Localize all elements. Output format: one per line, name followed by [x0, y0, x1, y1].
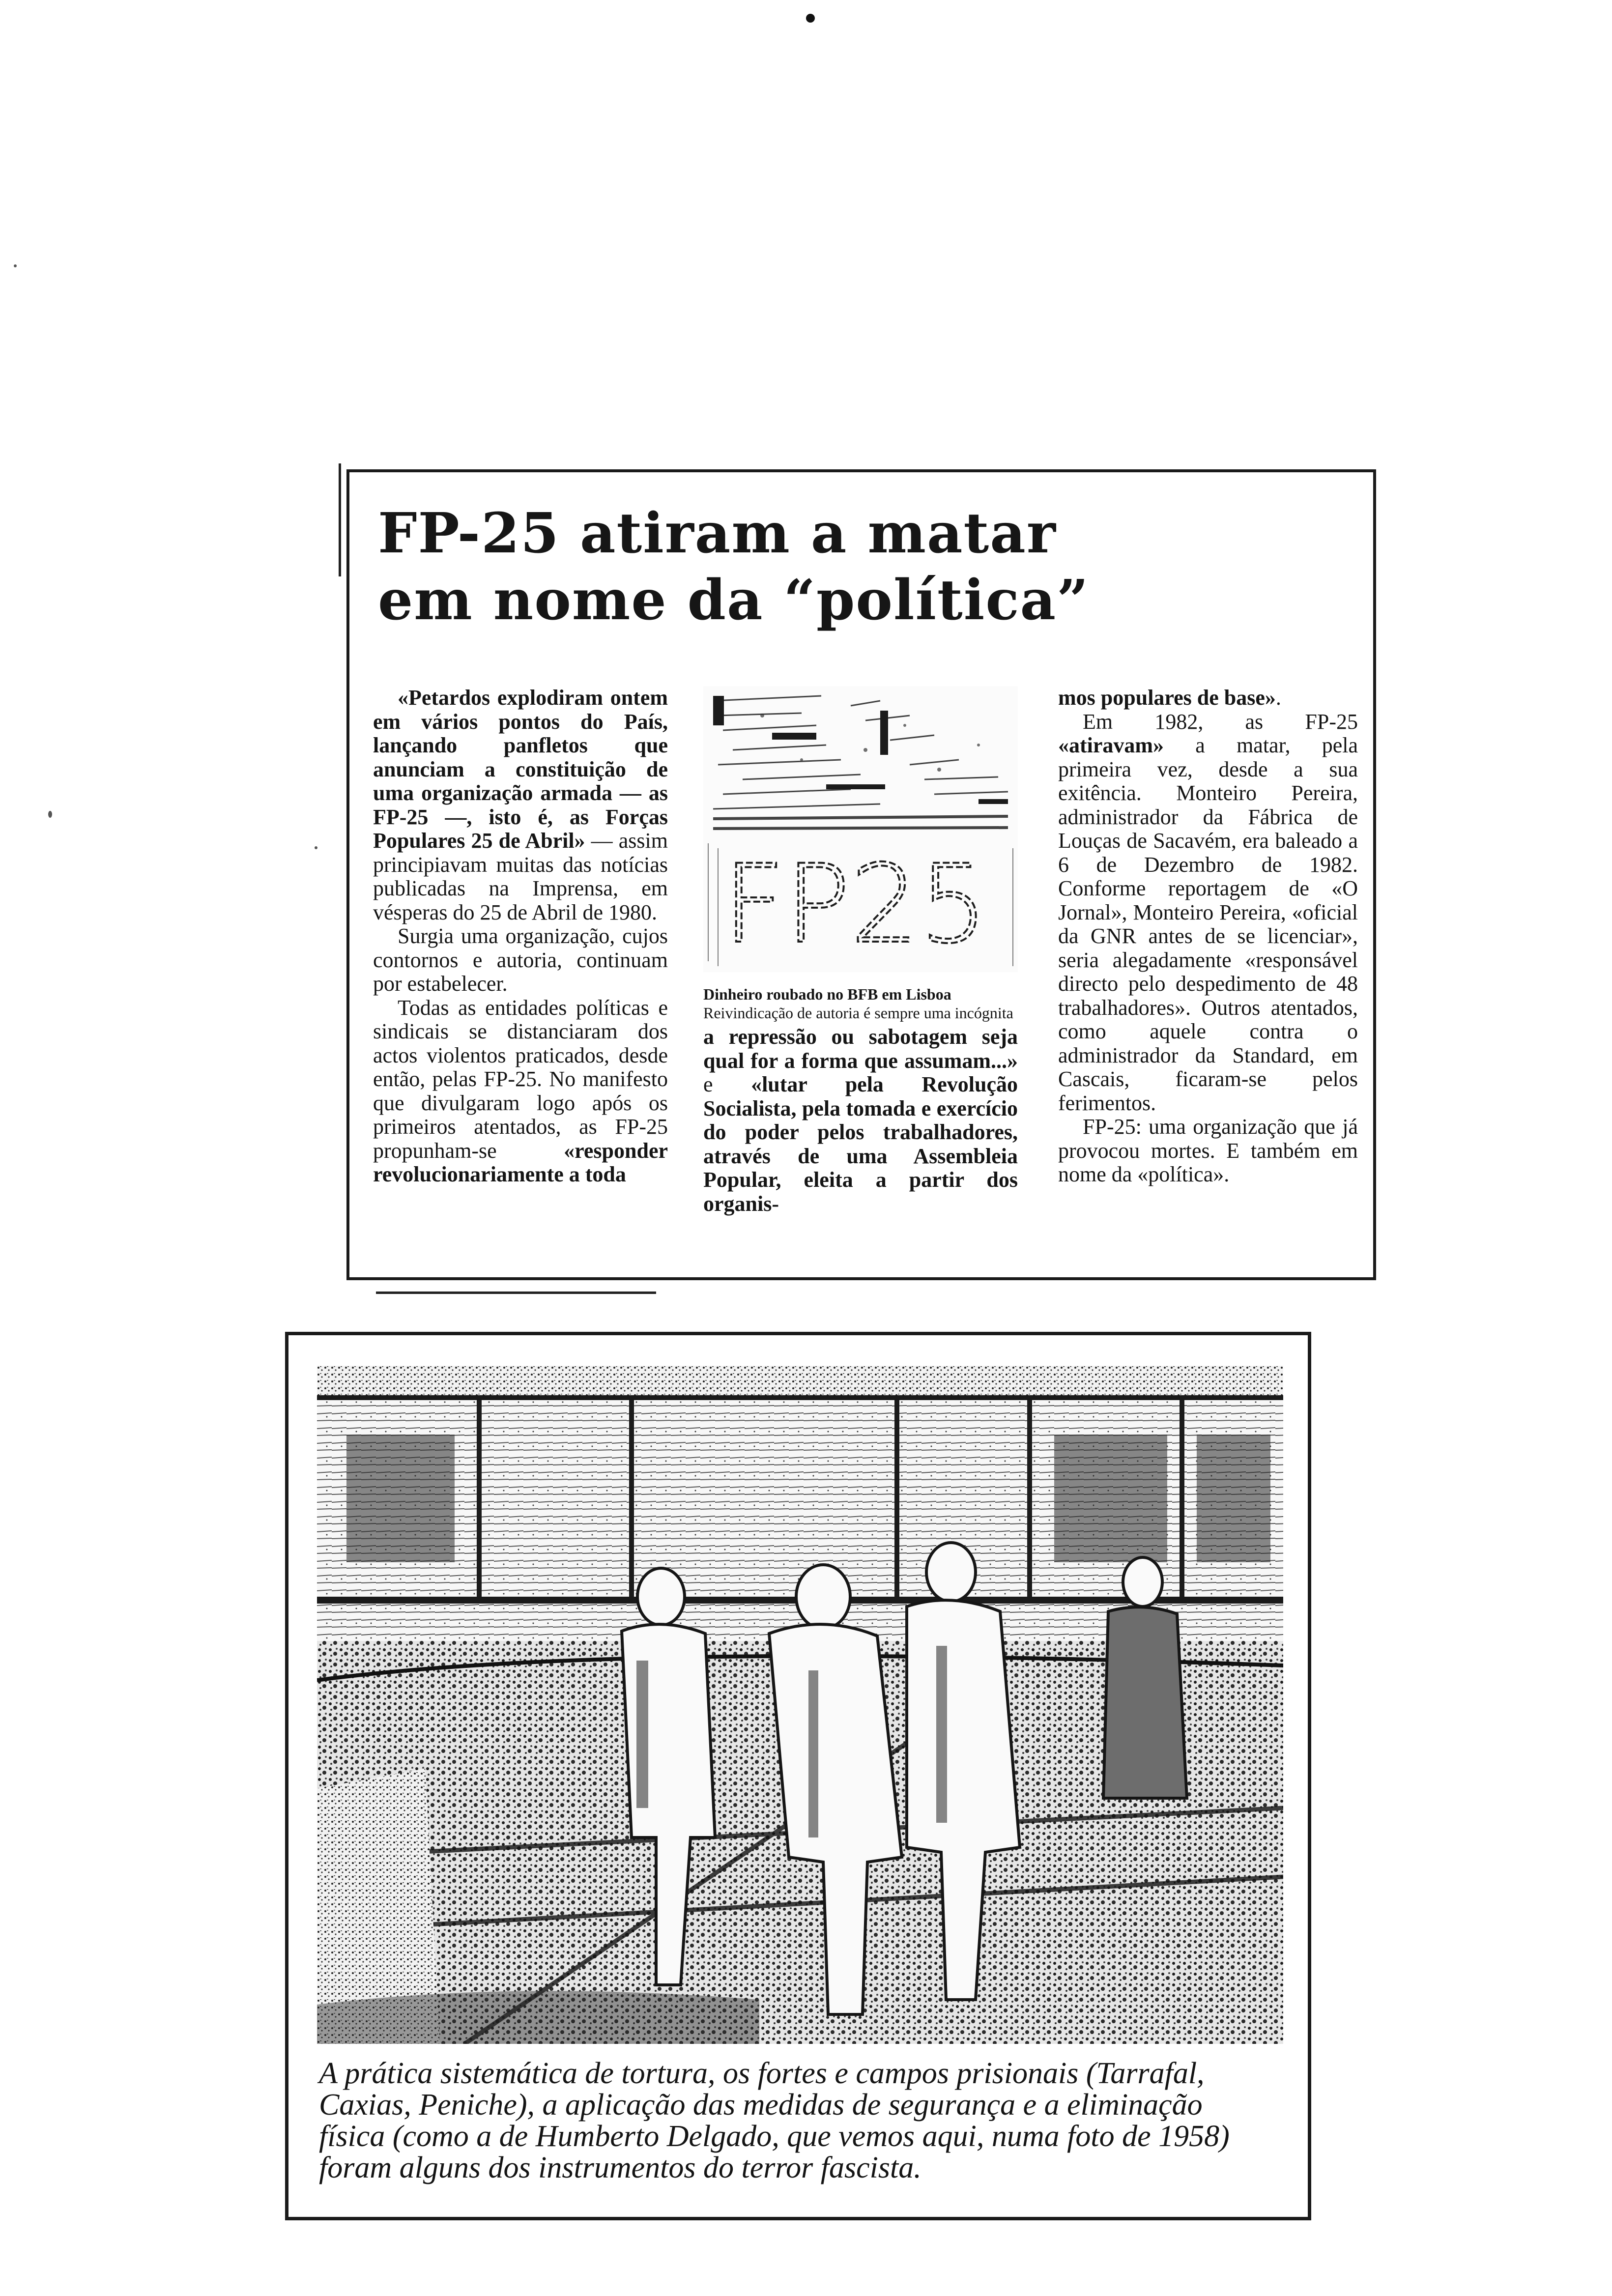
- scan-speck: [315, 846, 317, 849]
- text: a matar, pela primeira vez, desde a sua exitência. Monteiro Pereira, administrador da Fábrica de Louças de Sacavém, era baleado a 6 de Dezembro de 1982. Conforme reportagem de «O Jornal», Monteiro Pereira, «oficial da GNR antes de se licenciar», seria alegadamente «responsável directo pelo despedimento de 48 trabalhadores». Outros atentados, como aquele contra o administrador da Standard, em Cascais, ficaram-se pelos ferimentos.: [1058, 733, 1358, 1115]
- photo-caption-text: Reivindicação de autoria é sempre uma incógnita: [703, 1004, 1013, 1022]
- photo-caption-title: Dinheiro roubado no BFB em Lisboa: [703, 985, 951, 1003]
- paragraph: FP-25: uma organização que já provocou mortes. E também em nome da «política».: [1058, 1115, 1358, 1186]
- quote-bold: «responder revolucionariamente a toda: [373, 1138, 668, 1186]
- fp25-photo: [703, 686, 1018, 972]
- quote-bold: «atiravam»: [1058, 733, 1164, 757]
- paragraph: Surgia uma organização, cujos contornos e autoria, continuam por estabelecer.: [373, 924, 668, 996]
- paragraph: [703, 1025, 1018, 1216]
- quote-bold: mos populares de base»: [1058, 686, 1276, 710]
- scan-speck: [14, 264, 17, 267]
- clipping-edge-rule: [339, 463, 341, 576]
- text: Em 1982, as FP-25: [1083, 709, 1358, 734]
- photo-caption: [703, 985, 1018, 1022]
- headline-line-2: em nome da “política”: [378, 568, 1090, 632]
- text: Todas as entidades políticas e sindicais se distanciaram dos actos violentos praticados, desde então, pelas FP-25. No manifesto que divulgaram logo após os primeiros atentados, as FP-25 propunham-se: [373, 995, 668, 1163]
- historical-photo: [317, 1366, 1283, 2044]
- divider-rule: [376, 1292, 656, 1294]
- text: e: [703, 1072, 751, 1096]
- column-2-body: [703, 1025, 1018, 1216]
- scan-dot: [806, 14, 815, 23]
- fp25-wall-logo: FP25: [723, 841, 988, 967]
- paragraph: [1058, 710, 1358, 1116]
- paragraph: [373, 996, 668, 1187]
- quote-bold: a repressão ou sabotagem seja qual for a forma que assumam...»: [703, 1025, 1018, 1073]
- scan-speck: [48, 811, 52, 818]
- text: .: [1275, 686, 1281, 710]
- article-column-3: [1058, 686, 1358, 1187]
- photo-clipping: [285, 1332, 1311, 2220]
- paragraph: [1058, 686, 1358, 710]
- headline-line-1: FP-25 atiram a matar: [378, 501, 1057, 566]
- paragraph: [373, 686, 668, 924]
- article-clipping: [346, 469, 1376, 1280]
- text: — assim principiavam muitas das notícias publicadas na Imprensa, em vésperas do 25 de Abril de 1980.: [373, 829, 668, 924]
- article-column-1: [373, 686, 668, 1187]
- quote-bold: «lutar pela Revolução Socialista, pela tomada e exercício do poder pelos trabalhadores, através de uma Assembleia Popular, eleita a partir dos organis-: [703, 1072, 1018, 1216]
- photo-caption: A prática sistemática de tortura, os fortes e campos prisionais (Tarrafal, Caxias, Peniche), a aplicação das medidas de segurança e a eliminação física (como a de Humberto Delgado, que vemos aqui, numa foto de 1958) foram alguns dos instrumentos do terror fascista.: [319, 2057, 1230, 2184]
- quote-bold: «Petardos explodiram ontem em vários pontos do País, lançando panfletos que anunciam a constituição de uma organização armada — as FP-25 —, isto é, as Forças Populares 25 de Abril»: [373, 686, 668, 853]
- headline: [378, 502, 1090, 632]
